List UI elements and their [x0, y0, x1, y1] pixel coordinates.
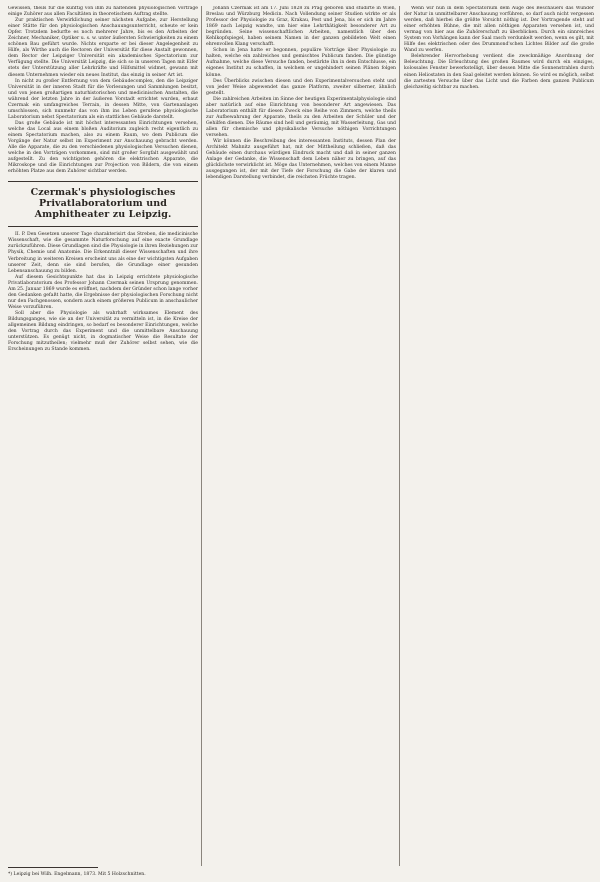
paragraph: Soll aber die Physiologie als wahrhaft wirksames Element des Bildungsganges, wie sie an der Universität zu vermitteln ist, in die Kreise der allgemeinen Bildung eindringen, so bedarf es besonderer Einrichtungen, welche den Vortrag durch das Experiment und die unmittelbare Anschauung unterstützen. Es genügt nicht, in dogmatischer Weise die Resultate der Forschung mitzutheilen; vielmehr muß der Zuhörer selbst sehen, wie die Erscheinungen zu Stande kommen. [8, 310, 198, 353]
divider [8, 226, 198, 227]
paragraph: Belehrender Hervorhebung verdient die zweckmäßige Anordnung der Beleuchtung. Die Erleuchtung des großen Raumes wird durch ein einziges, kolossales Fenster bewerkstelligt, über dessen Mitte die Sonnenstrahlen durch einen Heliostaten in den Saal geleitet werden können. So wird es möglich, selbst die zartesten Versuche über das Licht und die Farben dem ganzen Publicum gleichzeitig sichtbar zu machen. [404, 54, 594, 90]
paragraph: Wenn wir nun in dem Spectatorium dem Auge des Beschauers das Wunder der Natur in unmittelbarer Anschauung vorführen, so darf auch nicht vergessen werden, daß hierbei die größte Vorsicht nöthig ist. Der Vortragende steht auf einer erhöhten Bühne, die mit allen nöthigen Apparaten versehen ist, und vermag von hier aus die Zuhörerschaft zu überblicken. Durch ein sinnreiches System von Vorhängen kann der Saal rasch verdunkelt werden, wenn es gilt, mit Hilfe des elektrischen oder des Drummond'schen Lichtes Bilder auf die große Wand zu werfen. [404, 6, 594, 54]
paragraph: II. P. Den Gesetzen unserer Tage charakterisirt das Streben, die medicinische Wissenschaft, wie die gesammte Naturforschung auf eine exacte Grundlage zurückzuführen. Diese Grundlagen sind die Physiologie in ihren Beziehungen zur Physik, Chemie und Anatomie. Die Erkenntniß dieser Wissenschaften und ihre Verbreitung in weiteren Kreisen erscheint uns als eine der wichtigsten Aufgaben unserer Zeit, denn sie sind berufen, die Grundlage einer gesunden Lebensanschauung zu bilden. [8, 232, 198, 274]
column-middle [206, 6, 396, 866]
footnote-rule [8, 867, 98, 868]
paragraph: Schon in Jena hatte er begonnen, populäre Vorträge über Physiologie zu halten, welche ein zahlreiches und gemischtes Publicum fanden. Die günstige Aufnahme, welche diese Versuche fanden, bestärkte ihn in dem Entschlusse, ein eigenes Institut zu schaffen, in welchem er ungehindert seinen Plänen folgen könne. [206, 48, 396, 78]
column-separator [201, 6, 202, 866]
columns [8, 6, 594, 866]
column-right [404, 6, 594, 866]
paragraph: Wir können die Beschreibung des interessanten Instituts, dessen Plan der Architekt Mahnitz ausgeführt hat, mit der Mittheilung schließen, daß das Gebäude einen durchaus würdigen Eindruck macht und daß in seiner ganzen Anlage der Gedanke, die Wissenschaft dem Leben näher zu bringen, auf das glücklichste verwirklicht ist. Möge das Unternehmen, welches von einem Manne ausgegangen ist, der mit der Tiefe der Forschung die Gabe der klaren und lebendigen Darstellung verbindet, die reichsten Früchte tragen. [206, 139, 396, 181]
paragraph: Des Überblicks zwischen diesen und den Experimentalversuchen steht und von jeder Weise abgewendet das ganze Platform, zweiter silberner, ähnlich gestellt. [206, 78, 396, 96]
article-title: Czermak's physiologisches Privatlaboratorium und Amphitheater zu Leipzig. [30, 187, 176, 221]
paragraph: In nicht zu großer Entfernung von dem Gebäudecomplex, den die Leipziger Universität in der inneren Stadt für die Vorlesungen und Sammlungen besitzt, und von jenen großartigen naturhistorischen und medicinischen Anstalten, die während der letzten Jahre in der äußeren Vorstadt errichtet wurden, erbaut Czermak ein umfangreiches Terrain, in dessen Mitte, von Gartenanlagen umschlossen, sich nunmehr das von ihm ins Leben gerufene physiologische Laboratorium nebst Spectatorium als ein stattliches Gebäude darstellt. [8, 78, 198, 120]
paragraph: Auf diesem Gesichtspunkte hat das in Leipzig errichtete physiologische Privatlaboratorium des Professor Johann Czermak seinen Ursprung genommen. Am 25. Januar 1869 wurde es eröffnet, nachdem der Gründer schon lange vorher den Gedanken gefaßt hatte, die Ergebnisse der physiologischen Forschung nicht nur den Fachgenossen, sondern auch einem größeren Publicum in anschaulicher Weise vorzuführen. [8, 274, 198, 310]
divider [8, 181, 198, 182]
paragraph: Zur praktischen Verwirklichung seiner nächsten Aufgabe, zur Herstellung einer Stätte für den physiologischen Anschauungsunterricht, scheute er kein Opfer. Trotzdem bedurfte es noch mehrerer Jahre, bis es den Arbeiten der Zeichner, Mechaniker, Optiker u. s. w. unter äußersten Schwierigkeiten zu einem schönen Bau geführt wurde. Nichts ersparte er bei dieser Angelegenheit zu Hilfe, als Wirthe auch die Rectoren der Universität für diese Anstalt gewonnen, dem Rector der Leipziger Universität ein akademisches Spectatorium zur Verfügung stellte. Die Universität Leipzig, die sich so in unseren Tagen mit Eifer stets der Unterstützung aller Lehrkräfte und Hilfsmittel widmet, gewann mit diesem Unternehmen wieder ein neues Institut, das einzig in seiner Art ist. [8, 18, 198, 78]
paragraph: Die zahlreichen Arbeiten im Sinne der heutigen Experimentalphysiologie sind aber natürlich auf eine Einrichtung von besonderer Art angewiesen. Das Laboratorium enthält für diesen Zweck eine Reihe von Zimmern, welche theils zur Aufbewahrung der Apparate, theils zu den Arbeiten der Schüler und der Gehilfen dienen. Die Räume sind hell und geräumig, mit Wasserleitung, Gas und allen für chemische und physikalische Versuche nöthigen Vorrichtungen versehen. [206, 96, 396, 138]
paragraph: Gewissen, theils für die künftig von ihm zu haltenden physiologischen Vorträge einige Zuhörer aus allen Facultäten in theoretischem Auftrag stellte. [8, 6, 198, 18]
column-left [8, 6, 198, 866]
paragraph: Das große Gebäude ist mit höchst interessanten Einrichtungen versehen, welche das Local aus einem bloßen Auditorium zugleich recht eigentlich zu einem Spectatorium machen, also zu einem Raum, wo dem Publicum die Vorgänge der Natur selbst im Experiment zur Anschauung gebracht werden. Alle die Apparate, die zu den verschiedenen physiologischen Versuchen dienen, welche in den Vorträgen vorkommen, sind mit großer Sorgfalt ausgewählt und aufgestellt. Zu den wichtigsten gehören die elektrischen Apparate, die Mikroskope und die Einrichtungen zur Projection von Bildern, die von einem erhöhten Platze aus dem Zuhörer sichtbar werden. [8, 120, 198, 175]
footnote: *) Leipzig bei Wilh. Engelmann, 1873. Mit 5 Holzschnitten. [8, 872, 146, 877]
paragraph: Johann Czermak ist am 17. Juni 1828 zu Prag geboren und studirte in Wien, Breslau und Würzburg Medicin. Nach Vollendung seiner Studien wirkte er als Professor der Physiologie zu Graz, Krakau, Pest und Jena, bis er sich im Jahre 1869 nach Leipzig wandte, um hier eine Lehrthätigkeit besonderer Art zu begründen. Seine wissenschaftlichen Arbeiten, namentlich über den Kehlkopfspiegel, haben seinem Namen in der ganzen gebildeten Welt einen ehrenvollen Klang verschafft. [206, 6, 396, 48]
column-separator [399, 6, 400, 866]
